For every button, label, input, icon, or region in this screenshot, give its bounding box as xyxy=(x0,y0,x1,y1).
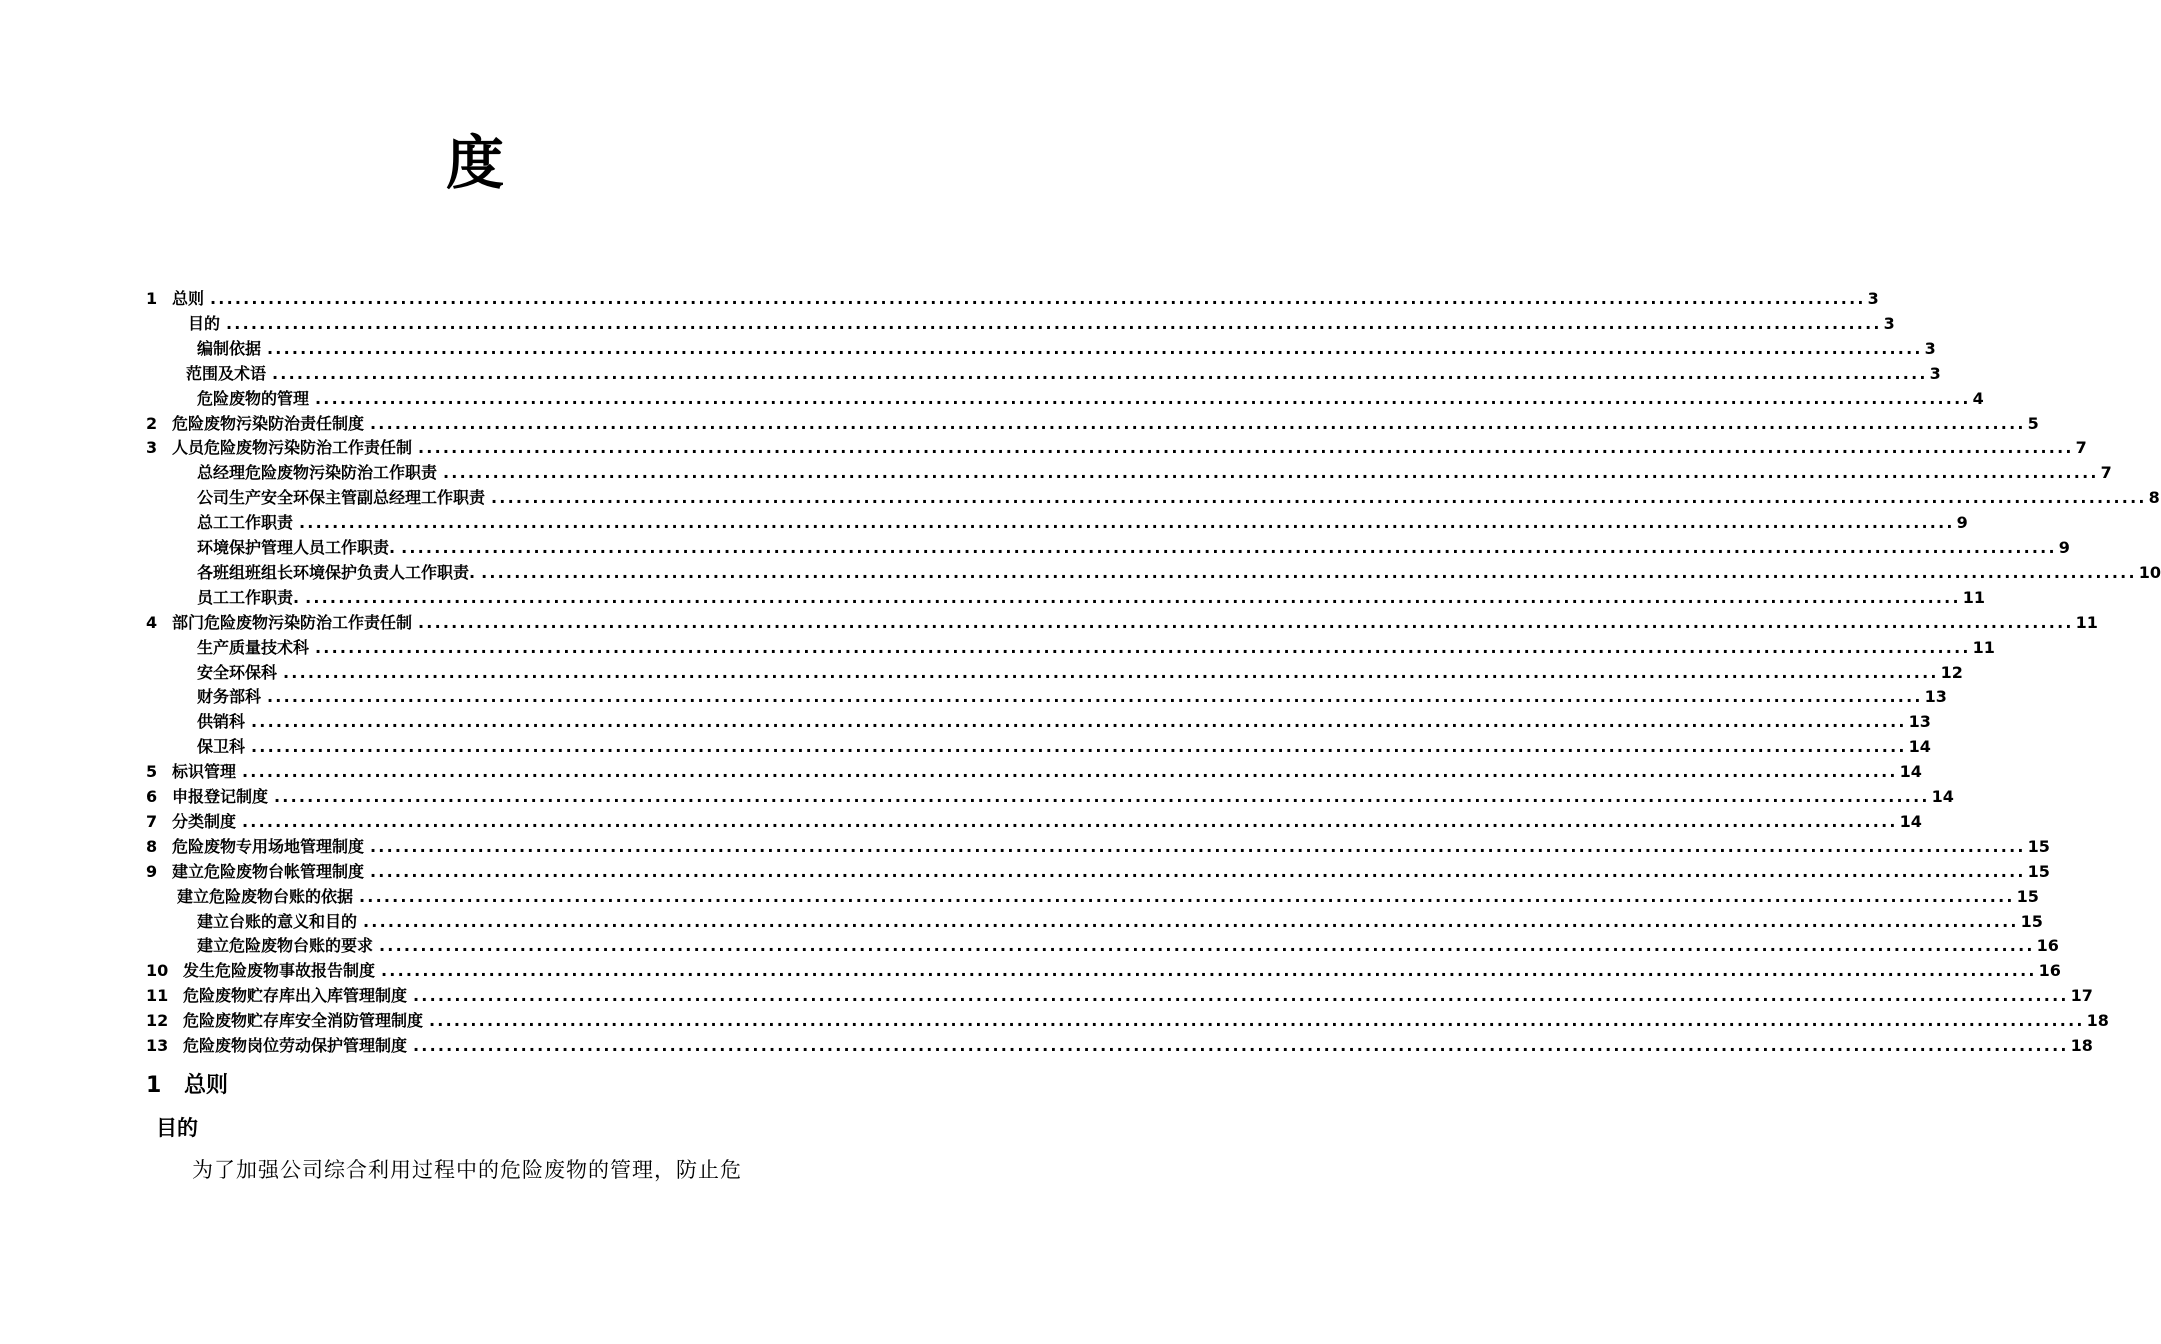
toc-leader-dots: ........................................................................................................................................................................................................ xyxy=(299,513,1955,533)
toc-leader-dots: ........................................................................................................................................................................................................ xyxy=(242,762,1898,782)
toc-entry[interactable] xyxy=(0,359,1941,384)
toc-leader-dots: ........................................................................................................................................................................................................ xyxy=(251,712,1907,732)
toc-entry[interactable] xyxy=(0,633,1995,658)
toc-leader-dots: ........................................................................................................................................................................................................ xyxy=(359,886,2015,906)
section-heading xyxy=(146,1072,228,1100)
toc-leader-dots: ........................................................................................................................................................................................................ xyxy=(413,1036,2069,1055)
toc-entry-page: 5 xyxy=(2027,413,2039,433)
toc-entry-title: 各班组班组长环境保护负责人工作职责. xyxy=(197,563,481,583)
toc-entry[interactable] xyxy=(0,782,1954,807)
toc-entry-page: 15 xyxy=(2020,911,2043,931)
toc-entry-number: 5 xyxy=(146,762,158,782)
toc-entry-page: 15 xyxy=(2027,836,2050,856)
toc-entry-title: 部门危险废物污染防治工作责任制 xyxy=(172,613,418,633)
toc-entry-page: 3 xyxy=(1867,289,1879,308)
toc-entry-title: 员工工作职责. xyxy=(197,588,305,608)
toc-entry[interactable] xyxy=(0,533,2070,558)
toc-entry-page: 7 xyxy=(2075,438,2087,458)
subsection-heading: 目的 xyxy=(156,1116,198,1140)
toc-entry-title: 范围及术语 xyxy=(186,364,272,384)
toc-entry-page: 8 xyxy=(2148,488,2160,508)
toc-entry-page: 11 xyxy=(1972,637,1995,657)
toc-entry[interactable] xyxy=(0,956,2061,981)
toc-entry[interactable] xyxy=(0,1031,2093,1056)
toc-entry[interactable] xyxy=(0,832,2050,857)
toc-entry[interactable] xyxy=(0,384,1984,409)
toc-entry-title: 安全环保科 xyxy=(197,663,283,683)
toc-entry[interactable] xyxy=(0,309,1895,334)
toc-entry-title: 总工工作职责 xyxy=(197,513,299,533)
toc-entry[interactable] xyxy=(0,682,1947,707)
toc-entry-number: 8 xyxy=(146,836,158,856)
toc-leader-dots: ........................................................................................................................................................................................................ xyxy=(242,811,1898,831)
toc-entry-title: 危险废物污染防治责任制度 xyxy=(172,414,370,434)
toc-entry-number: 6 xyxy=(146,787,158,806)
toc-leader-dots: ........................................................................................................................................................................................................ xyxy=(370,836,2026,856)
toc-entry[interactable] xyxy=(0,707,1931,732)
toc-entry-title: 保卫科 xyxy=(197,737,251,757)
toc-entry-number: 9 xyxy=(146,861,158,881)
toc-leader-dots: ........................................................................................................................................................................................................ xyxy=(363,911,2019,931)
toc-entry-page: 14 xyxy=(1931,787,1954,806)
toc-entry-page: 16 xyxy=(2038,961,2061,981)
toc-entry-number: 3 xyxy=(146,438,158,458)
toc-entry[interactable] xyxy=(0,508,1968,533)
toc-entry[interactable] xyxy=(0,857,2050,882)
toc-entry[interactable] xyxy=(0,483,2160,508)
toc-entry-page: 11 xyxy=(2075,612,2098,632)
toc-entry-title: 生产质量技术科 xyxy=(197,638,315,658)
toc-leader-dots: ........................................................................................................................................................................................................ xyxy=(413,986,2069,1006)
toc-entry-title: 危险废物贮存库安全消防管理制度 xyxy=(183,1011,429,1031)
toc-entry-page: 18 xyxy=(2086,1011,2109,1031)
toc-entry-title: 人员危险废物污染防治工作责任制 xyxy=(172,438,418,458)
toc-entry-page: 18 xyxy=(2070,1036,2093,1055)
toc-entry-page: 16 xyxy=(2036,936,2059,956)
toc-entry[interactable] xyxy=(0,409,2039,434)
toc-entry-title: 危险废物贮存库出入库管理制度 xyxy=(183,986,413,1006)
toc-entry-page: 3 xyxy=(1883,313,1895,333)
toc-entry-number: 12 xyxy=(146,1011,169,1031)
toc-entry-page: 10 xyxy=(2138,562,2161,582)
toc-entry-page: 14 xyxy=(1908,737,1931,757)
toc-leader-dots: ........................................................................................................................................................................................................ xyxy=(272,363,1928,383)
toc-entry-number: 11 xyxy=(146,986,169,1006)
toc-entry-title: 编制依据 xyxy=(197,339,267,359)
toc-entry-title: 危险废物岗位劳动保护管理制度 xyxy=(183,1036,413,1056)
toc-entry-page: 17 xyxy=(2070,986,2093,1006)
toc-leader-dots: ........................................................................................................................................................................................................ xyxy=(401,538,2057,557)
toc-entry-title: 目的 xyxy=(188,314,226,334)
toc-leader-dots: ........................................................................................................................................................................................................ xyxy=(274,787,1930,806)
toc-entry-title: 标识管理 xyxy=(172,762,242,782)
toc-entry-page: 9 xyxy=(2058,538,2070,557)
toc-entry[interactable] xyxy=(0,931,2059,956)
toc-entry-page: 3 xyxy=(1929,363,1941,383)
toc-leader-dots: ........................................................................................................................................................................................................ xyxy=(418,438,2074,458)
toc-entry[interactable] xyxy=(0,1006,2109,1031)
toc-leader-dots: ........................................................................................................................................................................................................ xyxy=(267,687,1923,707)
toc-entry-page: 3 xyxy=(1924,338,1936,358)
toc-leader-dots: ........................................................................................................................................................................................................ xyxy=(481,562,2137,582)
toc-leader-dots: ........................................................................................................................................................................................................ xyxy=(370,861,2026,881)
toc-entry-title: 总则 xyxy=(172,289,210,309)
toc-entry-page: 15 xyxy=(2027,861,2050,881)
toc-leader-dots: ........................................................................................................................................................................................................ xyxy=(379,936,2035,956)
toc-entry-title: 总经理危险废物污染防治工作职责 xyxy=(197,463,443,483)
body-paragraph: 为了加强公司综合利用过程中的危险废物的管理，防止危 xyxy=(192,1158,742,1182)
toc-entry-page: 4 xyxy=(1972,388,1984,408)
toc-entry[interactable] xyxy=(0,458,2112,483)
toc-entry-page: 9 xyxy=(1956,513,1968,533)
toc-entry-title: 建立危险废物台账的要求 xyxy=(197,936,379,956)
toc-leader-dots: ........................................................................................................................................................................................................ xyxy=(429,1011,2085,1031)
toc-leader-dots: ........................................................................................................................................................................................................ xyxy=(370,413,2026,433)
toc-entry-number: 7 xyxy=(146,811,158,831)
toc-entry-title: 财务部科 xyxy=(197,687,267,707)
toc-entry-title: 发生危险废物事故报告制度 xyxy=(183,961,381,981)
toc-entry[interactable] xyxy=(0,608,2098,633)
toc-leader-dots: ........................................................................................................................................................................................................ xyxy=(418,612,2074,632)
toc-leader-dots: ........................................................................................................................................................................................................ xyxy=(283,662,1939,682)
toc-leader-dots: ........................................................................................................................................................................................................ xyxy=(491,488,2147,508)
toc-entry-page: 11 xyxy=(1962,587,1985,607)
section-title: 总则 xyxy=(184,1073,229,1098)
toc-entry-title: 建立危险废物台账的依据 xyxy=(177,887,359,907)
toc-entry-title: 危险废物的管理 xyxy=(197,389,315,409)
toc-leader-dots: ........................................................................................................................................................................................................ xyxy=(443,463,2099,483)
toc-entry-number: 13 xyxy=(146,1036,169,1055)
toc-entry-title: 公司生产安全环保主管副总经理工作职责 xyxy=(197,488,491,508)
toc-entry[interactable] xyxy=(0,807,1922,832)
toc-entry-number: 1 xyxy=(146,289,158,308)
toc-entry[interactable] xyxy=(0,981,2093,1006)
toc-leader-dots: ........................................................................................................................................................................................................ xyxy=(226,313,1882,333)
toc-entry-page: 7 xyxy=(2100,463,2112,483)
toc-entry-number: 2 xyxy=(146,413,158,433)
toc-entry-title: 环境保护管理人员工作职责. xyxy=(197,538,401,558)
toc-entry[interactable] xyxy=(0,284,1879,309)
toc-leader-dots: ........................................................................................................................................................................................................ xyxy=(267,338,1923,358)
toc-leader-dots: ........................................................................................................................................................................................................ xyxy=(315,388,1971,408)
toc-entry-title: 分类制度 xyxy=(172,812,242,832)
toc-entry[interactable] xyxy=(0,882,2039,907)
toc-entry-number: 4 xyxy=(146,612,158,632)
toc-entry-title: 申报登记制度 xyxy=(172,787,274,807)
toc-entry-page: 14 xyxy=(1899,811,1922,831)
toc-entry-page: 12 xyxy=(1940,662,1963,682)
toc-entry-number: 10 xyxy=(146,961,169,981)
toc-entry[interactable] xyxy=(0,658,1963,683)
toc-entry[interactable] xyxy=(0,757,1922,782)
toc-leader-dots: ........................................................................................................................................................................................................ xyxy=(305,587,1961,607)
toc-leader-dots: ........................................................................................................................................................................................................ xyxy=(315,637,1971,657)
toc-entry-title: 建立危险废物台帐管理制度 xyxy=(172,862,370,882)
toc-entry-page: 14 xyxy=(1899,762,1922,782)
document-title: 度 xyxy=(445,129,504,197)
section-number: 1 xyxy=(146,1073,162,1098)
toc-entry[interactable] xyxy=(0,433,2087,458)
toc-entry[interactable] xyxy=(0,583,1985,608)
toc-leader-dots: ........................................................................................................................................................................................................ xyxy=(251,737,1907,757)
toc-entry-title: 危险废物专用场地管理制度 xyxy=(172,837,370,857)
toc-leader-dots: ........................................................................................................................................................................................................ xyxy=(210,289,1866,308)
toc-entry-page: 13 xyxy=(1908,712,1931,732)
toc-leader-dots: ........................................................................................................................................................................................................ xyxy=(381,961,2037,981)
toc-entry-page: 13 xyxy=(1924,687,1947,707)
toc-entry-title: 建立台账的意义和目的 xyxy=(197,912,363,932)
toc-entry[interactable] xyxy=(0,732,1931,757)
toc-entry[interactable] xyxy=(0,907,2043,932)
toc-entry-page: 15 xyxy=(2016,886,2039,906)
toc-entry[interactable] xyxy=(0,558,2161,583)
toc-entry[interactable] xyxy=(0,334,1936,359)
toc-entry-title: 供销科 xyxy=(197,712,251,732)
